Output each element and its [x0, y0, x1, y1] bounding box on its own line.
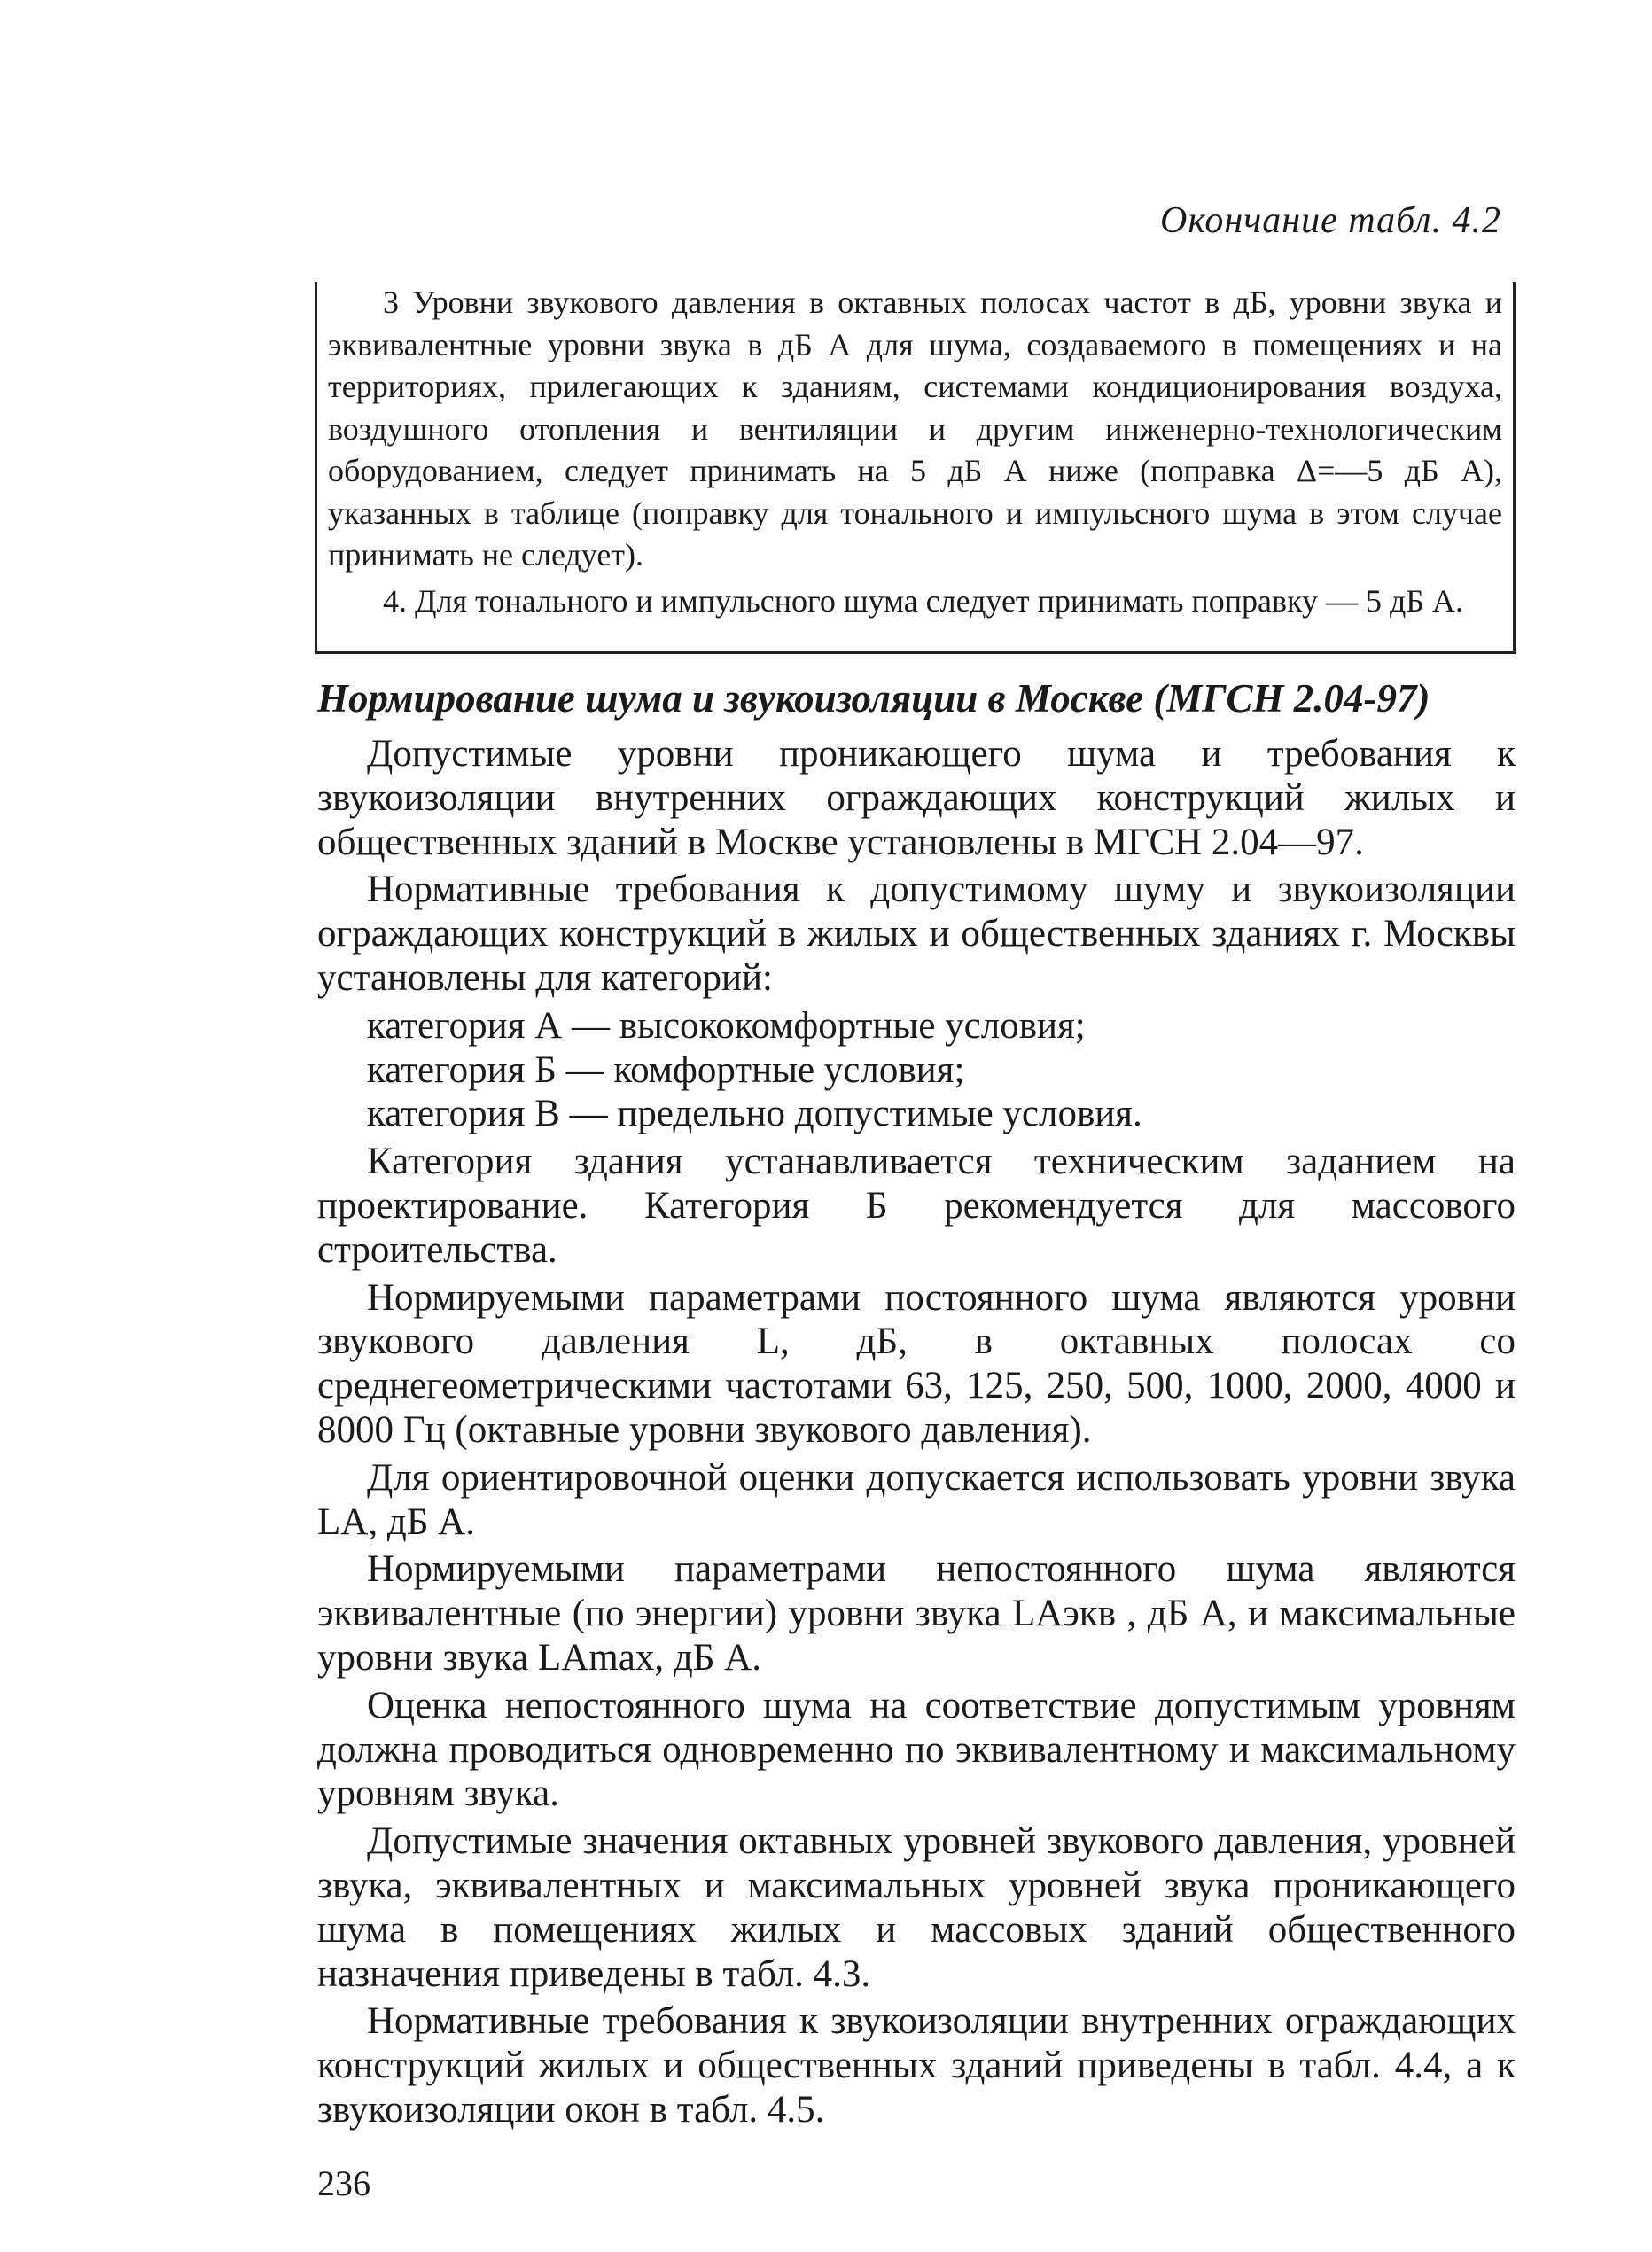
paragraph: Нормируемыми параметрами непостоянного шума являются эквивалентные (по энергии) уровни звука LAэкв , дБ А, и максимальные уровни звука LAmax, дБ А. [317, 1548, 1516, 1679]
list-item: категория Б — комфортные условия; [367, 1048, 965, 1091]
table-note-4: 4. Для тонального и импульсного шума следует принимать поправку — 5 дБ А. [383, 582, 1463, 619]
paragraph: Категория здания устанавливается техническим заданием на проектирование. Категория Б рекомендуется для массового строительства. [317, 1141, 1516, 1271]
paragraph: Оценка непостоянного шума на соответствие допустимым уровням должна проводиться одновременно по эквивалентному и максимальному уровням звука. [317, 1684, 1516, 1815]
table-notes-box [315, 282, 1516, 654]
paragraph: Допустимые значения октавных уровней звукового давления, уровней звука, эквивалентных и максимальных уровней звука проникающего шума в помещениях жилых и массовых зданий общественного назначения приведены в табл. 4.3. [317, 1820, 1516, 1995]
list-item: категория А — высококомфортные условия; [367, 1004, 1086, 1047]
paragraph: Нормируемыми параметрами постоянного шума являются уровни звукового давления L, дБ, в октавных полосах со среднегеометрическими частотами 63, 125, 250, 500, 1000, 2000, 4000 и 8000 Гц (октавные уровни звукового давления). [317, 1276, 1516, 1451]
paragraph: Нормативные требования к допустимому шуму и звукоизоляции ограждающих конструкций в жилых и общественных зданиях г. Москвы установлены для категорий: [317, 869, 1516, 999]
page-number: 236 [317, 2163, 370, 2203]
table-caption: Окончание табл. 4.2 [1160, 200, 1501, 241]
body-text [317, 732, 1516, 2136]
paragraph: Допустимые уровни проникающего шума и требования к звукоизоляции внутренних ограждающих конструкций жилых и общественных зданий в Москве установлены в МГСН 2.04—97. [317, 733, 1516, 863]
list-item: категория В — предельно допустимые условия. [367, 1093, 1142, 1135]
section-title: Нормирование шума и звукоизоляции в Москве (МГСН 2.04-97) [317, 676, 1430, 721]
paragraph: Нормативные требования к звукоизоляции внутренних ограждающих конструкций жилых и общественных зданий приведены в табл. 4.4, а к звукоизоляции окон в табл. 4.5. [317, 2000, 1516, 2131]
paragraph: Для ориентировочной оценки допускается использовать уровни звука LA, дБ А. [317, 1456, 1516, 1543]
table-note-3: 3 Уровни звукового давления в октавных полосах частот в дБ, уровни звука и эквивалентные уровни звука в дБ А для шума, создаваемого в помещениях и на территориях, прилегающих к зданиям, системами кондиционирования воздуха, воздушного отопления и вентиляции и другим инженерно-технологическим оборудованием, следует принимать на 5 дБ А ниже (поправка Δ=—5 дБ А), указанных в таблице (поправку для тонального и импульсного шума в этом случае принимать не следует). [328, 284, 1502, 573]
